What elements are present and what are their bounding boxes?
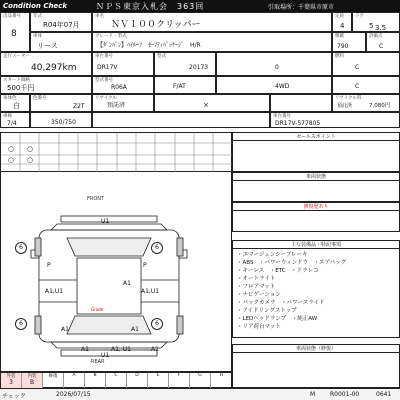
grade-cell: F <box>169 373 190 388</box>
damage-mark: A1 <box>61 326 69 333</box>
blank-cell <box>92 112 270 128</box>
model-code-cell: 型式 20173 <box>154 52 216 76</box>
start-price: 500千円 <box>7 84 35 92</box>
vehicle-state-box <box>232 172 400 202</box>
chassis-code: DR17V <box>97 64 118 71</box>
damage-mark: A1,U1 <box>141 288 160 295</box>
mileage: 40,297km <box>31 63 77 73</box>
damage-mark: A1, U1 <box>111 346 131 353</box>
recycle-cell: リサイクル 預託済 <box>92 94 154 112</box>
grade-bar <box>0 372 232 388</box>
equip-item: ・エマージェンシーブレーキ <box>237 252 308 258</box>
sales-point-header: セールスポイント <box>233 133 399 141</box>
grade-cell: A <box>64 373 85 388</box>
equipment-box <box>232 240 400 338</box>
equip-mark: ○ <box>27 145 34 153</box>
tyre-front-right: 6 <box>151 242 163 254</box>
repair-state-box <box>232 344 400 388</box>
car-name-cell: 車名 ＮＶ１００クリッパー <box>92 12 332 32</box>
equip-item: ・ABS ・パワーウィンドウ ・エアバッグ <box>237 260 347 266</box>
load-cell: 積載 790 <box>332 32 366 52</box>
grade-score: 3.5 <box>375 24 387 32</box>
body-type: リース <box>37 42 58 50</box>
area-cell <box>270 94 332 112</box>
header-title: Condition Check <box>3 2 67 10</box>
grade-cell-interior: 内装 B <box>22 373 43 388</box>
car-outline <box>1 172 233 372</box>
check-date: 2026/07/15 <box>56 391 91 398</box>
check-label: チェック <box>2 393 26 400</box>
recycle-amount: 7,080円 <box>369 103 391 109</box>
damage-mark: P <box>47 262 51 269</box>
center-grade: Grade <box>91 307 104 312</box>
damage-mark: A1 <box>81 346 89 353</box>
disp-cell: 評価点 3.5 C <box>366 32 400 52</box>
seats-cell: 定員 4 <box>332 12 352 32</box>
inspect-cell: 車検 7/4 <box>0 112 30 128</box>
lot-number: 8 <box>11 29 17 39</box>
recycle-fee-cell: リサイクル料 預託済 7,080円 <box>332 94 400 112</box>
rear-label: REAR <box>91 359 105 365</box>
chassis-cell: 車台番号 DR17V <box>92 52 154 76</box>
equip-item: ・アイドリングストップ <box>237 308 297 314</box>
equip-mark: ○ <box>8 145 15 153</box>
damage-mark: P <box>143 262 147 269</box>
damage-mark: U1 <box>101 218 110 225</box>
front-label: FRONT <box>87 196 105 202</box>
equip-item: ・キーレス ・ETC ・ドラレコ <box>237 268 319 274</box>
car-diagram <box>0 172 232 372</box>
sales-point-box <box>232 132 400 172</box>
equip-item: ・ナビゲーション <box>237 292 281 298</box>
grade-cell: G <box>190 373 211 388</box>
color-cell: 車体色 白 <box>0 94 30 112</box>
grade-cell: H <box>219 373 224 378</box>
engine-cell: 型式番号 R06A <box>92 76 154 94</box>
color-no-cell: 色番号 Z2T <box>30 94 92 112</box>
equip-item: ・フロアマット <box>237 284 276 290</box>
damage-mark: A1 <box>151 346 159 353</box>
grade-name: 【ﾀﾞﾝﾊﾞﾝ】ﾊｲﾙｰﾌ ｾｰﾌﾃｨﾊﾟｯｹｰｼﾞ H/R <box>97 42 201 49</box>
grade-cell-exterior: 外装 3 <box>1 373 22 388</box>
check-code: R0001-00 <box>330 391 360 398</box>
equip-item: ・オートライト <box>237 276 276 282</box>
grade-cell: グレード・型式 【ﾀﾞﾝﾊﾞﾝ】ﾊｲﾙｰﾌ ｾｰﾌﾃｨﾊﾟｯｹｰｼﾞ H/R <box>92 32 332 52</box>
repair-history-header: 修復歴あり <box>233 203 399 211</box>
tyre-rear-left: 6 <box>15 318 27 330</box>
repair-state-header: 車両状態（修復） <box>233 345 399 353</box>
grade-cell-repair: 修復 <box>43 373 64 388</box>
equip-item: ・リア荷台マット <box>237 324 281 330</box>
door-cell: ドア 5 <box>352 12 400 32</box>
type-cell: 車体 リース <box>30 32 92 52</box>
damage-mark: A1 <box>123 280 131 287</box>
equip-item: ・バックカメラ ・パワースライド <box>237 300 325 306</box>
drive-cell: 4WD <box>216 76 332 94</box>
repair-history-box <box>232 202 400 232</box>
trans-cell: F/AT <box>154 76 216 94</box>
grade-cell: B <box>85 373 106 388</box>
footer-bar <box>0 388 400 400</box>
equip-mark: ○ <box>27 156 34 164</box>
mileage-cell: 走行メーター 40,297km <box>0 52 92 76</box>
equip-item: ・LEDヘッドランプ ・純正AW <box>237 316 318 322</box>
damage-mark: U1 <box>101 352 110 359</box>
price-cell: スタート価格 500千円 <box>0 76 92 94</box>
equipment-grid-lines <box>1 133 233 173</box>
num-cell: 0 <box>216 52 332 76</box>
body-color: 白 <box>13 102 20 110</box>
tyre-rear-right: 6 <box>151 318 163 330</box>
check-number: 0641 <box>376 391 392 398</box>
equipment-header: 主な装備品・特記事項 <box>233 241 399 249</box>
fuel-cell: 燃料 C <box>332 52 400 76</box>
year-cell: 年式 R04年07月 <box>30 12 92 32</box>
pickup-location: 引取場所：千葉県市原市 <box>268 4 335 11</box>
car-name: ＮＶ１００クリッパー <box>111 20 201 30</box>
equipment-grid <box>0 132 232 172</box>
auction-name: ＮＰＳ東京入札会 363回 <box>96 2 205 11</box>
vin-cell: 車台番号 DR17V-577805 <box>270 112 400 128</box>
inspector-mark: M <box>310 391 316 398</box>
evaluate-cell: × <box>154 94 270 112</box>
ac-cell: C <box>332 76 400 94</box>
tyre-front-left: 6 <box>15 242 27 254</box>
size-cell: 350/750 <box>30 112 92 128</box>
grade-cell: C <box>106 373 127 388</box>
equip-mark: ○ <box>8 156 15 164</box>
grade-cell: E <box>148 373 169 388</box>
damage-mark: A1,U1 <box>45 288 64 295</box>
model-year: R04年07月 <box>43 21 80 29</box>
grade-cell: D <box>127 373 148 388</box>
lot-cell: 出品番号 8 <box>0 12 30 52</box>
vehicle-state-header: 車両状態 <box>233 173 399 181</box>
header-bar <box>0 0 400 12</box>
damage-mark: A1 <box>131 326 139 333</box>
vin: DR17V-577805 <box>275 120 321 127</box>
